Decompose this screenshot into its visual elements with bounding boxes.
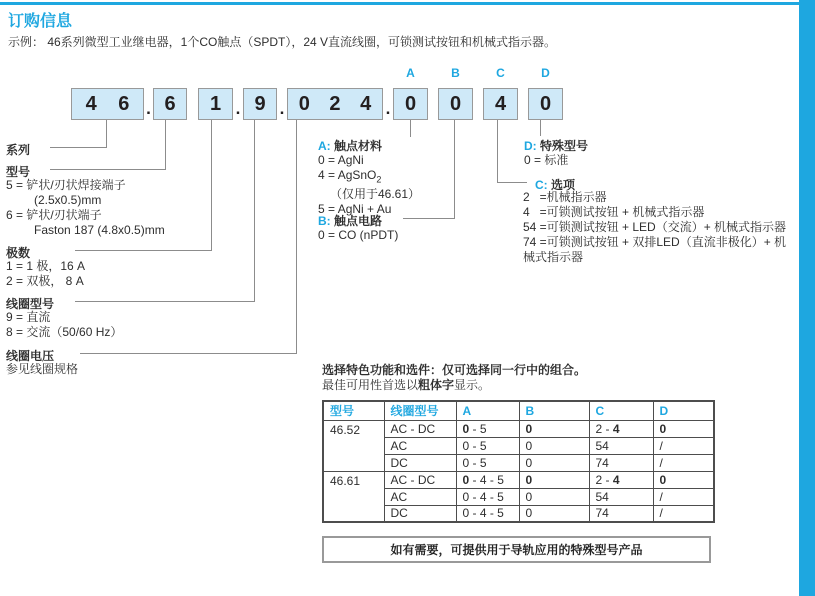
legend-contact-material-items [318, 153, 420, 217]
legend-item: 4 =可锁测试按钮 + 机械式指示器 [523, 205, 705, 219]
cell-b: 0 [519, 471, 589, 488]
legend-contact-circuit-title: B: 触点电路 [318, 214, 383, 228]
legend-contact-material-title: A: 触点材料 [318, 139, 383, 153]
cell-b: 0 [519, 454, 589, 471]
cell-d: / [653, 505, 714, 522]
legend-item: 1 = 1 极，16 A [6, 259, 86, 273]
cell-b: 0 [519, 505, 589, 522]
legend-coil-type-items [6, 310, 122, 340]
cell-a: 0 - 5 [456, 420, 519, 437]
cell-coil: DC [384, 505, 456, 522]
part-number-box-d: 0 [528, 88, 563, 120]
cell-d: / [653, 488, 714, 505]
separator-dot: . [235, 99, 241, 118]
legend-key-d: D: [524, 139, 537, 153]
legend-item: 2 = 双极， 8 A [6, 274, 84, 288]
header-c: C [589, 401, 653, 420]
part-number-box-coil-type: 9 [243, 88, 277, 120]
part-number-box-a: 0 [393, 88, 428, 120]
connector-line-d [540, 120, 541, 136]
cell-d: / [653, 437, 714, 454]
legend-poles-label: 极数 [6, 246, 31, 260]
cell-d: 0 [653, 471, 714, 488]
part-number-box-c: 4 [483, 88, 518, 120]
legend-key-b: B: [318, 214, 331, 228]
legend-options-title: C: 选项 [535, 178, 576, 192]
legend-coil-voltage-label: 线圈电压 [6, 349, 55, 363]
cell-a: 0 - 4 - 5 [456, 505, 519, 522]
header-b: B [519, 401, 589, 420]
example-text: 示例： 46系列微型工业继电器，1个CO触点（SPDT），24 V直流线圈，可锁测试按钮和机械式指示器。 [8, 35, 557, 49]
part-number-box-coil-voltage: 0 2 4 [287, 88, 383, 120]
header-a: A [456, 401, 519, 420]
legend-item: 5 = AgNi + Au [318, 202, 392, 217]
legend-item: 0 = AgNi [318, 153, 364, 167]
cell-a: 0 - 5 [456, 437, 519, 454]
legend-type-label: 型号 [6, 165, 31, 179]
selection-note-line1: 选择特色功能和选件：仅可选择同一行中的组合。 [322, 363, 587, 377]
cell-coil: AC - DC [384, 471, 456, 488]
cell-c: 74 [589, 454, 653, 471]
legend-item: 5 = 铲状/刃状焊接端子 [6, 178, 126, 192]
part-number-box-b: 0 [438, 88, 473, 120]
part-number-box-poles: 1 [198, 88, 233, 120]
cell-coil: AC [384, 437, 456, 454]
cell-a: 0 - 5 [456, 454, 519, 471]
part-number-box-series: 4 6 [71, 88, 144, 120]
legend-item: 0 = CO (nPDT) [318, 228, 399, 242]
header-d: D [653, 401, 714, 420]
header-model: 型号 [323, 401, 384, 420]
right-accent-bar [799, 0, 815, 596]
legend-item: 6 = 铲状/刃状端子 [6, 208, 102, 222]
cell-d: / [653, 454, 714, 471]
cell-b: 0 [519, 488, 589, 505]
combination-table [322, 400, 715, 523]
cell-c: 2 - 4 [589, 420, 653, 437]
table-header-row [323, 401, 714, 420]
part-number-box-type: 6 [153, 88, 187, 120]
column-label-b: B [451, 66, 460, 80]
legend-type-items [6, 178, 165, 238]
legend-item: 4 = AgSnO$_2$ [318, 168, 382, 185]
legend-item: Faston 187 (4.8x0.5)mm [34, 223, 165, 237]
legend-item: (2.5x0.5)mm [34, 193, 102, 207]
legend-item: 9 = 直流 [6, 310, 51, 324]
cell-model: 46.52 [323, 420, 384, 471]
column-label-a: A [406, 66, 415, 80]
legend-options-items [523, 190, 797, 265]
separator-dot: . [385, 99, 391, 118]
connector-line-c [497, 120, 527, 183]
legend-item: 8 = 交流（50/60 Hz） [6, 325, 123, 339]
legend-item: 参见线圈规格 [6, 362, 79, 376]
legend-key-a: A: [318, 139, 331, 153]
legend-series-label: 系列 [6, 143, 31, 157]
cell-c: 74 [589, 505, 653, 522]
selection-note-line2: 最佳可用性首选以粗体字显示。 [322, 378, 491, 392]
legend-key-c: C: [535, 178, 548, 192]
note-box: 如有需要，可提供用于导轨应用的特殊型号产品 [322, 536, 711, 563]
cell-a: 0 - 4 - 5 [456, 471, 519, 488]
separator-dot: . [279, 99, 285, 118]
column-label-d: D [541, 66, 550, 80]
header-coil-type: 线圈型号 [384, 401, 456, 420]
legend-item: 54 =可锁测试按钮 + LED（交流）+ 机械式指示器 [523, 220, 787, 234]
cell-coil: DC [384, 454, 456, 471]
cell-c: 2 - 4 [589, 471, 653, 488]
cell-c: 54 [589, 437, 653, 454]
cell-coil: AC [384, 488, 456, 505]
table-row [323, 420, 714, 437]
legend-coil-voltage-items [6, 362, 78, 377]
cell-model: 46.61 [323, 471, 384, 522]
page-title: 订购信息 [8, 13, 73, 30]
legend-item: （仅用于46.61） [330, 187, 421, 202]
top-accent-rule [0, 2, 815, 5]
cell-a: 0 - 4 - 5 [456, 488, 519, 505]
legend-special-version-title: D: 特殊型号 [524, 139, 589, 153]
legend-item: 74 =可锁测试按钮 + 双排LED（直流非极化）+ 机械式指示器 [523, 235, 787, 264]
legend-poles-items [6, 259, 85, 289]
cell-coil: AC - DC [384, 420, 456, 437]
table-row [323, 471, 714, 488]
cell-b: 0 [519, 437, 589, 454]
cell-d: 0 [653, 420, 714, 437]
cell-b: 0 [519, 420, 589, 437]
legend-coil-type-label: 线圈型号 [6, 297, 55, 311]
cell-c: 54 [589, 488, 653, 505]
legend-item: 0 = 标准 [524, 153, 569, 167]
legend-item: 2 =机械指示器 [523, 190, 607, 204]
column-label-c: C [496, 66, 505, 80]
separator-dot: . [146, 99, 151, 118]
